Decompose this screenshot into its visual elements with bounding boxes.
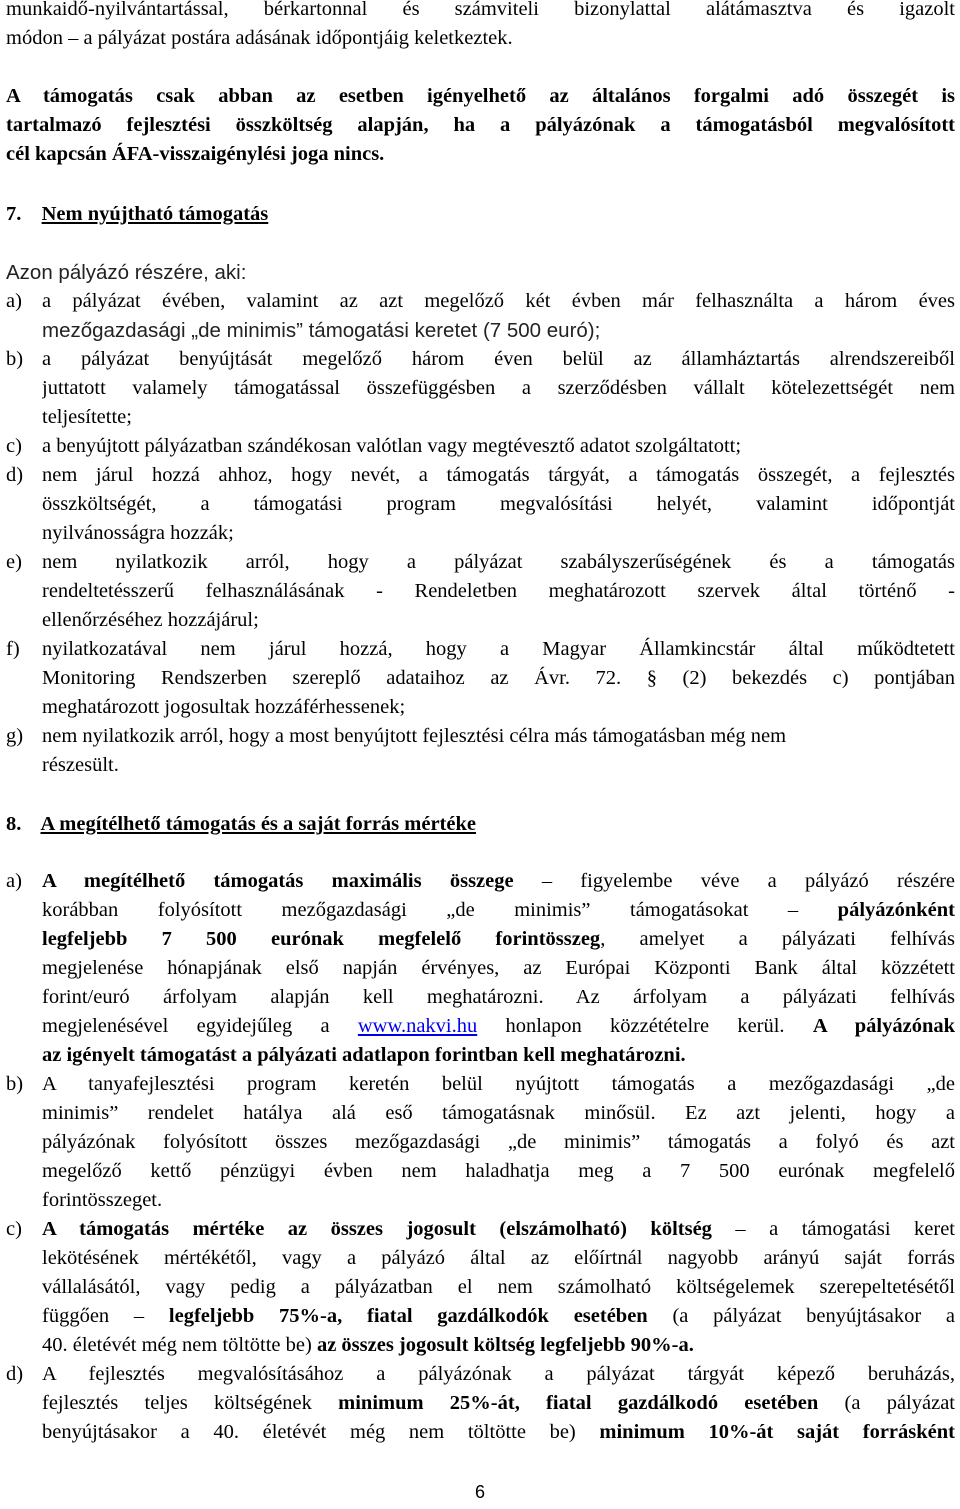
amount-list bbox=[6, 867, 955, 1447]
list-label: f) bbox=[6, 638, 20, 660]
list-label: c) bbox=[6, 435, 22, 457]
paragraph-line: vállalásától, vagy pedig a pályázatban el nem számolható költségelemek szerepeltetésétől bbox=[42, 1276, 955, 1298]
nakvi-link[interactable]: www.nakvi.hu bbox=[357, 1015, 478, 1037]
list-item bbox=[6, 1215, 955, 1360]
section-number: 8. bbox=[6, 813, 22, 835]
paragraph-line: az igényelt támogatást a pályázati adatlapon forintban kell meghatározni. bbox=[42, 1044, 686, 1066]
paragraph-line: A megítélhető támogatás maximális összege – figyelembe véve a pályázó részére bbox=[42, 870, 955, 892]
list-item bbox=[6, 287, 955, 345]
list-label: b) bbox=[6, 1073, 24, 1095]
paragraph-line: nem nyilatkozik arról, hogy a most benyújtott fejlesztési célra más támogatásban még nem bbox=[42, 725, 787, 747]
paragraph-line: a pályázat benyújtását megelőző három éven belül az államháztartás alrendszereiből bbox=[42, 348, 955, 370]
paragraph-line: korábban folyósított mezőgazdasági „de minimis” támogatásokat – pályázónként bbox=[42, 899, 955, 921]
paragraph-line: tartalmazó fejlesztési összköltség alapján, ha a pályázónak a támogatásból megvalósított bbox=[6, 114, 955, 136]
list-item bbox=[6, 867, 955, 1070]
list-item bbox=[6, 432, 955, 461]
list-label: e) bbox=[6, 551, 22, 573]
paragraph-line: a pályázat évében, valamint az azt megelőző két évben már felhasználta a három éves bbox=[42, 290, 955, 312]
list-item bbox=[6, 635, 955, 722]
list-label: c) bbox=[6, 1218, 22, 1240]
section-title: Nem nyújtható támogatás bbox=[41, 203, 269, 225]
list-item bbox=[6, 1360, 955, 1447]
paragraph-line: függően – legfeljebb 75%-a, fiatal gazdálkodók esetében (a pályázat benyújtásakor a bbox=[42, 1305, 955, 1327]
section-title: A megítélhető támogatás és a saját forrás mértéke bbox=[40, 813, 476, 835]
paragraph-line: meghatározott jogosultak hozzáférhessenek; bbox=[42, 696, 406, 718]
paragraph-line: teljesítette; bbox=[42, 406, 132, 428]
list-item bbox=[6, 722, 955, 780]
list-label: a) bbox=[6, 870, 22, 892]
paragraph-line: megjelenése hónapjának első napján érvényes, az Európai Központi Bank által közzétett bbox=[42, 957, 955, 979]
vat-paragraph bbox=[6, 82, 955, 169]
paragraph-line: ellenőrzéséhez hozzájárul; bbox=[42, 609, 259, 631]
paragraph-line: pályázónak folyósított összes mezőgazdasági „de minimis” támogatás a folyó és azt bbox=[42, 1131, 955, 1153]
section-7-heading bbox=[6, 200, 268, 229]
paragraph-line: mezőgazdasági „de minimis” támogatási keretet (7 500 euró); bbox=[42, 319, 601, 342]
section-8-heading bbox=[6, 810, 476, 839]
paragraph-line: megjelenésével egyidejűleg a www.nakvi.hu honlapon közzétételre kerül. A pályázónak bbox=[42, 1015, 955, 1037]
paragraph-line: fejlesztés teljes költségének minimum 25%-át, fiatal gazdálkodó esetében (a pályázat bbox=[42, 1392, 955, 1414]
paragraph-line: Monitoring Rendszerben szereplő adataihoz az Ávr. 72. § (2) bekezdés c) pontjában bbox=[42, 667, 955, 689]
section-number: 7. bbox=[6, 203, 22, 225]
paragraph-line: nem járul hozzá ahhoz, hogy nevét, a támogatás tárgyát, a támogatás összegét, a fejlesztés bbox=[42, 464, 955, 486]
list-label: d) bbox=[6, 464, 24, 486]
list-label: d) bbox=[6, 1363, 24, 1385]
paragraph-line: forint/euró árfolyam alapján kell meghatározni. Az árfolyam a pályázati felhívás bbox=[42, 986, 955, 1008]
paragraph-line: lekötésének mértékétől, vagy a pályázó által az előírtnál nagyobb arányú saját forrás bbox=[42, 1247, 955, 1269]
paragraph-line: cél kapcsán ÁFA-visszaigénylési joga nincs. bbox=[6, 143, 385, 165]
paragraph-line: A támogatás mértéke az összes jogosult (elszámolható) költség – a támogatási keret bbox=[42, 1218, 955, 1240]
page-number: 6 bbox=[474, 1482, 485, 1502]
list-label: a) bbox=[6, 290, 22, 312]
paragraph-line: benyújtásakor a 40. életévét még nem töltötte be) minimum 10%-át saját forrásként bbox=[42, 1421, 955, 1443]
list-label: b) bbox=[6, 348, 24, 370]
paragraph-line: megelőző kettő pénzügyi évben nem haladhatja meg a 7 500 eurónak megfelelő bbox=[42, 1160, 955, 1182]
paragraph-line: módon – a pályázat postára adásának időpontjáig keletkeztek. bbox=[6, 27, 513, 49]
paragraph-line: forintösszeget. bbox=[42, 1189, 163, 1211]
paragraph-line: munkaidő-nyilvántartással, bérkartonnal és számviteli bizonylattal alátámasztva és igazolt bbox=[6, 0, 955, 20]
paragraph-line: A tanyafejlesztési program keretén belül nyújtott támogatás a mezőgazdasági „de bbox=[42, 1073, 955, 1095]
paragraph-line: minimis” rendelet hatálya alá eső támogatásnak minősül. Ez azt jelenti, hogy a bbox=[42, 1102, 955, 1124]
paragraph-line: nyilvánosságra hozzák; bbox=[42, 522, 234, 544]
paragraph-line: összköltségét, a támogatási program megvalósítási helyét, valamint időpontját bbox=[42, 493, 955, 515]
list-label: g) bbox=[6, 725, 24, 747]
list-item bbox=[6, 345, 955, 432]
paragraph-line: rendeltetésszerű felhasználásának - Rendeletben meghatározott szervek által történő - bbox=[42, 580, 955, 602]
exclusion-list bbox=[6, 287, 955, 780]
paragraph-line: a benyújtott pályázatban szándékosan valótlan vagy megtévesztő adatot szolgáltatott; bbox=[42, 435, 742, 457]
list-item bbox=[6, 548, 955, 635]
paragraph-line: 40. életévét még nem töltötte be) az összes jogosult költség legfeljebb 90%-a. bbox=[42, 1334, 694, 1356]
paragraph-line: részesült. bbox=[42, 754, 119, 776]
paragraph-line: juttatott valamely támogatással összefüggésben a szerződésben vállalt kötelezettségét nem bbox=[42, 377, 955, 399]
paragraph-line: A fejlesztés megvalósításához a pályázónak a pályázat tárgyát képező beruházás, bbox=[42, 1363, 955, 1385]
paragraph-line: nem nyilatkozik arról, hogy a pályázat szabályszerűségének és a támogatás bbox=[42, 551, 955, 573]
paragraph-line: legfeljebb 7 500 eurónak megfelelő forintösszeg, amelyet a pályázati felhívás bbox=[42, 928, 955, 950]
paragraph-line: nyilatkozatával nem járul hozzá, hogy a Magyar Államkincstár által működtetett bbox=[42, 638, 955, 660]
paragraph-line: A támogatás csak abban az esetben igényelhető az általános forgalmi adó összegét is bbox=[6, 85, 955, 107]
list-item bbox=[6, 461, 955, 548]
list-item bbox=[6, 1070, 955, 1215]
section-lead: Azon pályázó részére, aki: bbox=[6, 261, 247, 284]
